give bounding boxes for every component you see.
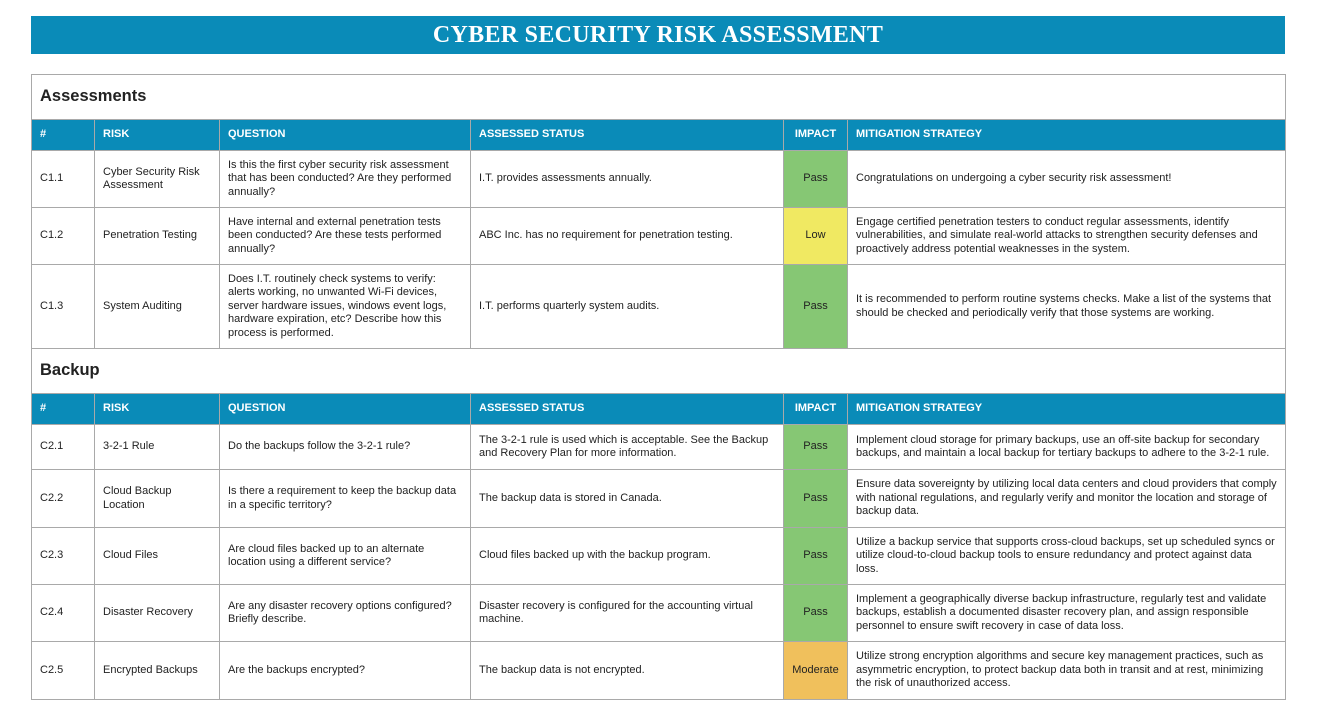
impact-badge: Pass: [784, 425, 848, 470]
table-row: [32, 265, 1286, 349]
column-header-row: [32, 120, 1286, 151]
table-row: [32, 208, 1286, 265]
risk-cell: Cyber Security Risk Assessment: [95, 151, 220, 208]
status-cell: Cloud files backed up with the backup program.: [471, 528, 784, 585]
table-row: [32, 470, 1286, 528]
risk-cell: Disaster Recovery: [95, 585, 220, 642]
risk-cell: Cloud Files: [95, 528, 220, 585]
question-cell: Have internal and external penetration tests been conducted? Are these tests performed annually?: [220, 208, 471, 265]
impact-badge: Pass: [784, 528, 848, 585]
risk-assessment-table: [31, 74, 1286, 700]
status-cell: ABC Inc. has no requirement for penetration testing.: [471, 208, 784, 265]
risk-cell: Penetration Testing: [95, 208, 220, 265]
status-cell: The 3-2-1 rule is used which is acceptable. See the Backup and Recovery Plan for more information.: [471, 425, 784, 470]
column-header: MITIGATION STRATEGY: [848, 394, 1286, 425]
question-cell: Are cloud files backed up to an alternate location using a different service?: [220, 528, 471, 585]
question-cell: Are any disaster recovery options configured? Briefly describe.: [220, 585, 471, 642]
row-id: C2.2: [32, 470, 95, 528]
status-cell: The backup data is not encrypted.: [471, 642, 784, 700]
row-id: C2.4: [32, 585, 95, 642]
column-header: RISK: [95, 394, 220, 425]
column-header: QUESTION: [220, 120, 471, 151]
impact-badge: Pass: [784, 151, 848, 208]
impact-badge: Pass: [784, 585, 848, 642]
section-row: [32, 75, 1286, 120]
row-id: C2.3: [32, 528, 95, 585]
column-header: #: [32, 394, 95, 425]
page-title: CYBER SECURITY RISK ASSESSMENT: [31, 16, 1285, 54]
column-header: QUESTION: [220, 394, 471, 425]
impact-badge: Pass: [784, 470, 848, 528]
section-row: [32, 349, 1286, 394]
question-cell: Do the backups follow the 3-2-1 rule?: [220, 425, 471, 470]
table-row: [32, 151, 1286, 208]
section-title: Assessments: [32, 75, 1286, 120]
table-row: [32, 528, 1286, 585]
row-id: C1.1: [32, 151, 95, 208]
risk-cell: Encrypted Backups: [95, 642, 220, 700]
column-header: IMPACT: [784, 120, 848, 151]
section-title: Backup: [32, 349, 1286, 394]
column-header: ASSESSED STATUS: [471, 120, 784, 151]
row-id: C1.3: [32, 265, 95, 349]
row-id: C1.2: [32, 208, 95, 265]
row-id: C2.5: [32, 642, 95, 700]
table-row: [32, 585, 1286, 642]
status-cell: I.T. provides assessments annually.: [471, 151, 784, 208]
mitigation-cell: Utilize a backup service that supports cross-cloud backups, set up scheduled syncs or utilize cloud-to-cloud backup tools to ensure redundancy and protect against data loss.: [848, 528, 1286, 585]
row-id: C2.1: [32, 425, 95, 470]
mitigation-cell: It is recommended to perform routine systems checks. Make a list of the systems that should be checked and periodically verify that those systems are working.: [848, 265, 1286, 349]
column-header: IMPACT: [784, 394, 848, 425]
mitigation-cell: Implement cloud storage for primary backups, use an off-site backup for secondary backups, and maintain a local backup for tertiary backups to adhere to the 3-2-1 rule.: [848, 425, 1286, 470]
question-cell: Is this the first cyber security risk assessment that has been conducted? Are they performed annually?: [220, 151, 471, 208]
impact-badge: Moderate: [784, 642, 848, 700]
status-cell: Disaster recovery is configured for the accounting virtual machine.: [471, 585, 784, 642]
question-cell: Does I.T. routinely check systems to verify: alerts working, no unwanted Wi-Fi devices, server hardware issues, windows event logs, hardware expiration, etc? Describe how this process is performed.: [220, 265, 471, 349]
table-row: [32, 642, 1286, 700]
mitigation-cell: Ensure data sovereignty by utilizing local data centers and cloud providers that comply with national regulations, and regularly verify and monitor the location and storage of backup data.: [848, 470, 1286, 528]
risk-cell: Cloud Backup Location: [95, 470, 220, 528]
mitigation-cell: Engage certified penetration testers to conduct regular assessments, identify vulnerabilities, and simulate real-world attacks to strengthen security defenses and proactively address potential weaknesses in the system.: [848, 208, 1286, 265]
column-header: #: [32, 120, 95, 151]
column-header: ASSESSED STATUS: [471, 394, 784, 425]
mitigation-cell: Utilize strong encryption algorithms and secure key management practices, such as asymmetric encryption, to protect backup data both in transit and at rest, minimizing the risk of unauthorized access.: [848, 642, 1286, 700]
status-cell: I.T. performs quarterly system audits.: [471, 265, 784, 349]
column-header: MITIGATION STRATEGY: [848, 120, 1286, 151]
risk-cell: System Auditing: [95, 265, 220, 349]
question-cell: Is there a requirement to keep the backup data in a specific territory?: [220, 470, 471, 528]
impact-badge: Low: [784, 208, 848, 265]
status-cell: The backup data is stored in Canada.: [471, 470, 784, 528]
mitigation-cell: Congratulations on undergoing a cyber security risk assessment!: [848, 151, 1286, 208]
column-header-row: [32, 394, 1286, 425]
mitigation-cell: Implement a geographically diverse backup infrastructure, regularly test and validate backups, establish a documented disaster recovery plan, and assign responsible personnel to ensure swift recovery in case of data loss.: [848, 585, 1286, 642]
column-header: RISK: [95, 120, 220, 151]
question-cell: Are the backups encrypted?: [220, 642, 471, 700]
risk-cell: 3-2-1 Rule: [95, 425, 220, 470]
impact-badge: Pass: [784, 265, 848, 349]
table-row: [32, 425, 1286, 470]
